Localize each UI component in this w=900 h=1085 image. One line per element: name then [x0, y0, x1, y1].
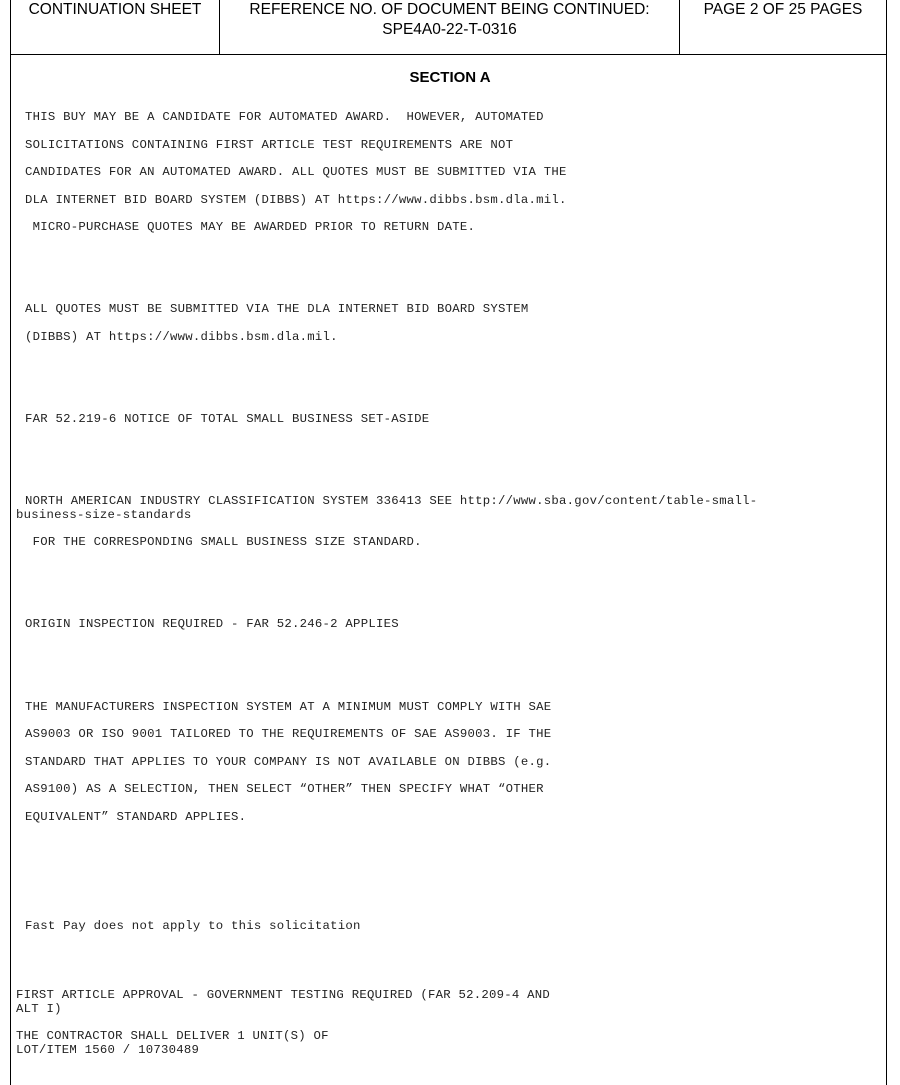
naics-line-3: FOR THE CORRESPONDING SMALL BUSINESS SIZE STANDARD. [25, 535, 422, 549]
dibbs-quotes-line-2: (DIBBS) AT https://www.dibbs.bsm.dla.mil. [25, 330, 338, 344]
header-reference-cell [220, 0, 680, 54]
naics-line-2: business-size-standards [16, 508, 192, 522]
header-continuation-cell [11, 0, 220, 54]
section-title: SECTION A [409, 69, 491, 86]
naics-line-1: NORTH AMERICAN INDUSTRY CLASSIFICATION SYSTEM 336413 SEE http://www.sba.gov/content/table-small- [25, 494, 758, 508]
automated-award-line-4: DLA INTERNET BID BOARD SYSTEM (DIBBS) AT https://www.dibbs.bsm.dla.mil. [25, 193, 567, 207]
inspection-system-line-4: AS9100) AS A SELECTION, THEN SELECT “OTHER” THEN SPECIFY WHAT “OTHER [25, 782, 544, 796]
automated-award-line-5: MICRO-PURCHASE QUOTES MAY BE AWARDED PRIOR TO RETURN DATE. [25, 220, 476, 234]
reference-number: SPE4A0-22-T-0316 [382, 21, 517, 38]
automated-award-line-3: CANDIDATES FOR AN AUTOMATED AWARD. ALL QUOTES MUST BE SUBMITTED VIA THE [25, 165, 567, 179]
fast-pay-notice: Fast Pay does not apply to this solicitation [25, 919, 361, 933]
page-label: PAGE 2 OF 25 PAGES [703, 1, 863, 18]
first-article-line-1: FIRST ARTICLE APPROVAL - GOVERNMENT TESTING REQUIRED (FAR 52.209-4 AND [16, 988, 551, 1002]
contractor-deliver-line-2: LOT/ITEM 1560 / 10730489 [16, 1043, 200, 1057]
set-aside-notice: FAR 52.219-6 NOTICE OF TOTAL SMALL BUSINESS SET-ASIDE [25, 412, 430, 426]
inspection-system-line-3: STANDARD THAT APPLIES TO YOUR COMPANY IS NOT AVAILABLE ON DIBBS (e.g. [25, 755, 552, 769]
contractor-deliver-line-1: THE CONTRACTOR SHALL DELIVER 1 UNIT(S) OF [16, 1029, 329, 1043]
inspection-system-line-1: THE MANUFACTURERS INSPECTION SYSTEM AT A MINIMUM MUST COMPLY WITH SAE [25, 700, 552, 714]
header-page-cell [680, 0, 886, 54]
origin-inspection: ORIGIN INSPECTION REQUIRED - FAR 52.246-2 APPLIES [25, 617, 399, 631]
dibbs-quotes-line-1: ALL QUOTES MUST BE SUBMITTED VIA THE DLA INTERNET BID BOARD SYSTEM [25, 302, 529, 316]
first-article-line-2: ALT I) [16, 1002, 62, 1016]
reference-label: REFERENCE NO. OF DOCUMENT BEING CONTINUED: [249, 1, 650, 18]
header-table [10, 0, 887, 55]
inspection-system-line-5: EQUIVALENT” STANDARD APPLIES. [25, 810, 247, 824]
continuation-label: CONTINUATION SHEET [28, 1, 202, 18]
automated-award-line-1: THIS BUY MAY BE A CANDIDATE FOR AUTOMATED AWARD. HOWEVER, AUTOMATED [25, 110, 544, 124]
automated-award-line-2: SOLICITATIONS CONTAINING FIRST ARTICLE TEST REQUIREMENTS ARE NOT [25, 138, 514, 152]
inspection-system-line-2: AS9003 OR ISO 9001 TAILORED TO THE REQUIREMENTS OF SAE AS9003. IF THE [25, 727, 552, 741]
